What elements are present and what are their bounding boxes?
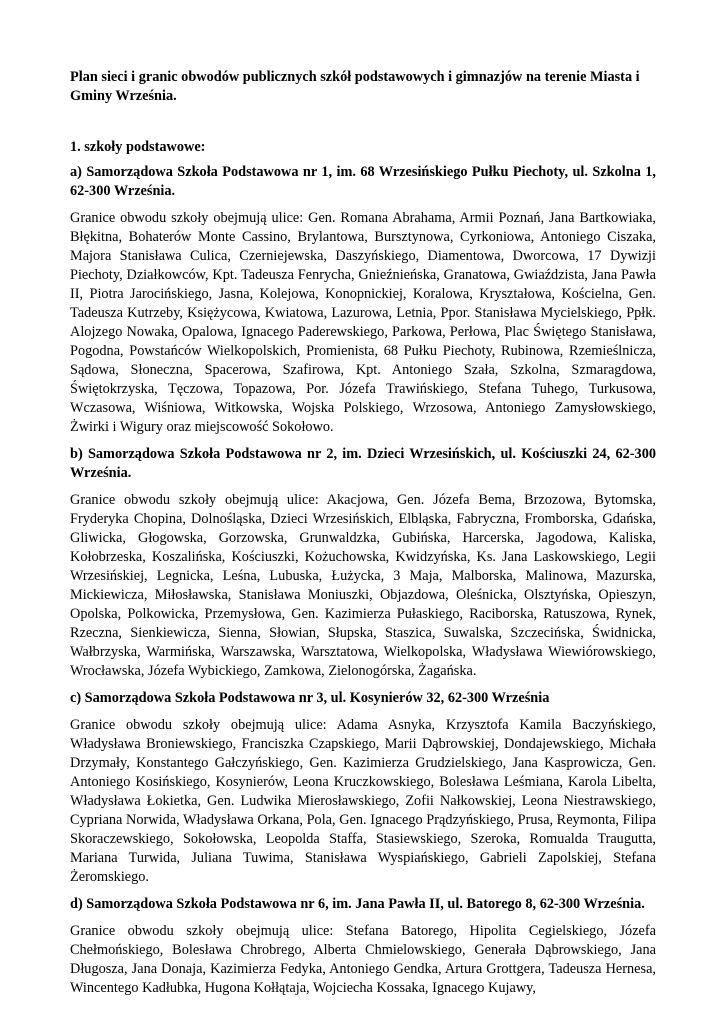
school-section-d bbox=[70, 895, 656, 998]
school-heading: d) Samorządowa Szkoła Podstawowa nr 6, im. Jana Pawła II, ul. Batorego 8, 62-300 Września. bbox=[70, 896, 645, 912]
school-section-b bbox=[70, 445, 656, 681]
school-section-c bbox=[70, 689, 656, 887]
school-heading: b) Samorządowa Szkoła Podstawowa nr 2, im. Dzieci Wrzesińskich, ul. Kościuszki 24, 62-300 Września. bbox=[70, 446, 656, 481]
school-boundary-text: Granice obwodu szkoły obejmują ulice: Adama Asnyka, Krzysztofa Kamila Baczyńskiego, Władysława Broniewskiego, Franciszka Czapskiego, Marii Dąbrowskiej, Dondajewskiego, Michała Drzymały, Konstantego Gałczyńskiego, Gen. Kazimierza Grudzielskiego, Jana Kasprowicza, Gen. Antoniego Kosińskiego, Kosynierów, Leona Kruczkowskiego, Bolesława Leśmiana, Karola Libelta, Władysława Łokietka, Gen. Ludwika Mierosławskiego, Zofii Nałkowskiej, Leona Niestrawskiego, Cypriana Norwida, Władysława Orkana, Pola, Gen. Ignacego Prądzyńskiego, Prusa, Reymonta, Filipa Skoraczewskiego, Sokołowska, Leopolda Staffa, Stasiewskiego, Szeroka, Romualda Traugutta, Mariana Turwida, Juliana Tuwima, Stanisława Wyspiańskiego, Gabrieli Zapolskiej, Stefana Żeromskiego. bbox=[70, 717, 656, 885]
school-heading: c) Samorządowa Szkoła Podstawowa nr 3, ul. Kosynierów 32, 62-300 Września bbox=[70, 690, 550, 706]
school-heading: a) Samorządowa Szkoła Podstawowa nr 1, im. 68 Wrzesińskiego Pułku Piechoty, ul. Szkolna 1, 62-300 Września. bbox=[70, 164, 656, 199]
school-boundary-text: Granice obwodu szkoły obejmują ulice: Stefana Batorego, Hipolita Cegielskiego, Józefa Chełmońskiego, Bolesława Chrobrego, Alberta Chmielowskiego, Generała Dąbrowskiego, Jana Długosza, Jana Donaja, Kazimierza Fedyka, Antoniego Gendka, Artura Grottgera, Tadeusza Hernesa, Wincentego Kadłubka, Hugona Kołłątaja, Wojciecha Kossaka, Ignacego Kujawy, bbox=[70, 923, 656, 996]
document-title: Plan sieci i granic obwodów publicznych szkół podstawowych i gimnazjów na terenie Miasta i Gminy Września. bbox=[70, 69, 640, 104]
school-boundary-text: Granice obwodu szkoły obejmują ulice: Akacjowa, Gen. Józefa Bema, Brzozowa, Bytomska, Fryderyka Chopina, Dolnośląska, Dzieci Wrzesińskich, Elbląska, Fabryczna, Fromborska, Gdańska, Gliwicka, Głogowska, Gorzowska, Grunwaldzka, Gubińska, Harcerska, Jagodowa, Kaliska, Kołobrzeska, Koszalińska, Kościuszki, Kożuchowska, Kwidzyńska, Ks. Jana Laskowskiego, Legii Wrzesińskiej, Legnicka, Leśna, Lubuska, Łużycka, 3 Maja, Malborska, Malinowa, Mazurska, Mickiewicza, Miłosławska, Stanisława Moniuszki, Objazdowa, Oleśnicka, Olsztyńska, Opieszyn, Opolska, Polkowicka, Przemysłowa, Gen. Kazimierza Pułaskiego, Raciborska, Ratuszowa, Rynek, Rzeczna, Sienkiewicza, Sienna, Słowian, Słupska, Staszica, Suwalska, Szczecińska, Świdnicka, Wałbrzyska, Warmińska, Warszawska, Warsztatowa, Wielkopolska, Władysława Wiewiórowskiego, Wrocławska, Józefa Wybickiego, Zamkowa, Zielonogórska, Żagańska. bbox=[70, 492, 656, 679]
school-section-a bbox=[70, 163, 656, 437]
document-page bbox=[70, 68, 656, 1006]
school-boundary-text: Granice obwodu szkoły obejmują ulice: Gen. Romana Abrahama, Armii Poznań, Jana Bartkowiaka, Błękitna, Bohaterów Monte Cassino, Brylantowa, Bursztynowa, Cyrkoniowa, Antoniego Ciszaka, Majora Stanisława Culica, Czerniejewska, Daszyńskiego, Diamentowa, Dworcowa, 17 Dywizji Piechoty, Działkowców, Kpt. Tadeusza Fenrycha, Gnieźnieńska, Granatowa, Gwiaździsta, Jana Pawła II, Piotra Jarocińskiego, Jasna, Kolejowa, Konopnickiej, Koralowa, Kryształowa, Kościelna, Gen. Tadeusza Kutrzeby, Księżycowa, Kwiatowa, Lazurowa, Letnia, Ppor. Stanisława Mycielskiego, Ppłk. Alojzego Nowaka, Opalowa, Ignacego Paderewskiego, Parkowa, Perłowa, Plac Świętego Stanisława, Pogodna, Powstańców Wielkopolskich, Promienista, 68 Pułku Piechoty, Rubinowa, Rzemieślnicza, Sądowa, Słoneczna, Spacerowa, Szafirowa, Kpt. Antoniego Szała, Szkolna, Szmaragdowa, Świętokrzyska, Tęczowa, Topazowa, Por. Józefa Trawińskiego, Stefana Tuhego, Turkusowa, Wczasowa, Wiśniowa, Witkowska, Wojska Polskiego, Wrzosowa, Antoniego Zamysłowskiego, Żwirki i Wigury oraz miejscowość Sokołowo. bbox=[70, 210, 656, 435]
section-heading: 1. szkoły podstawowe: bbox=[70, 139, 206, 155]
